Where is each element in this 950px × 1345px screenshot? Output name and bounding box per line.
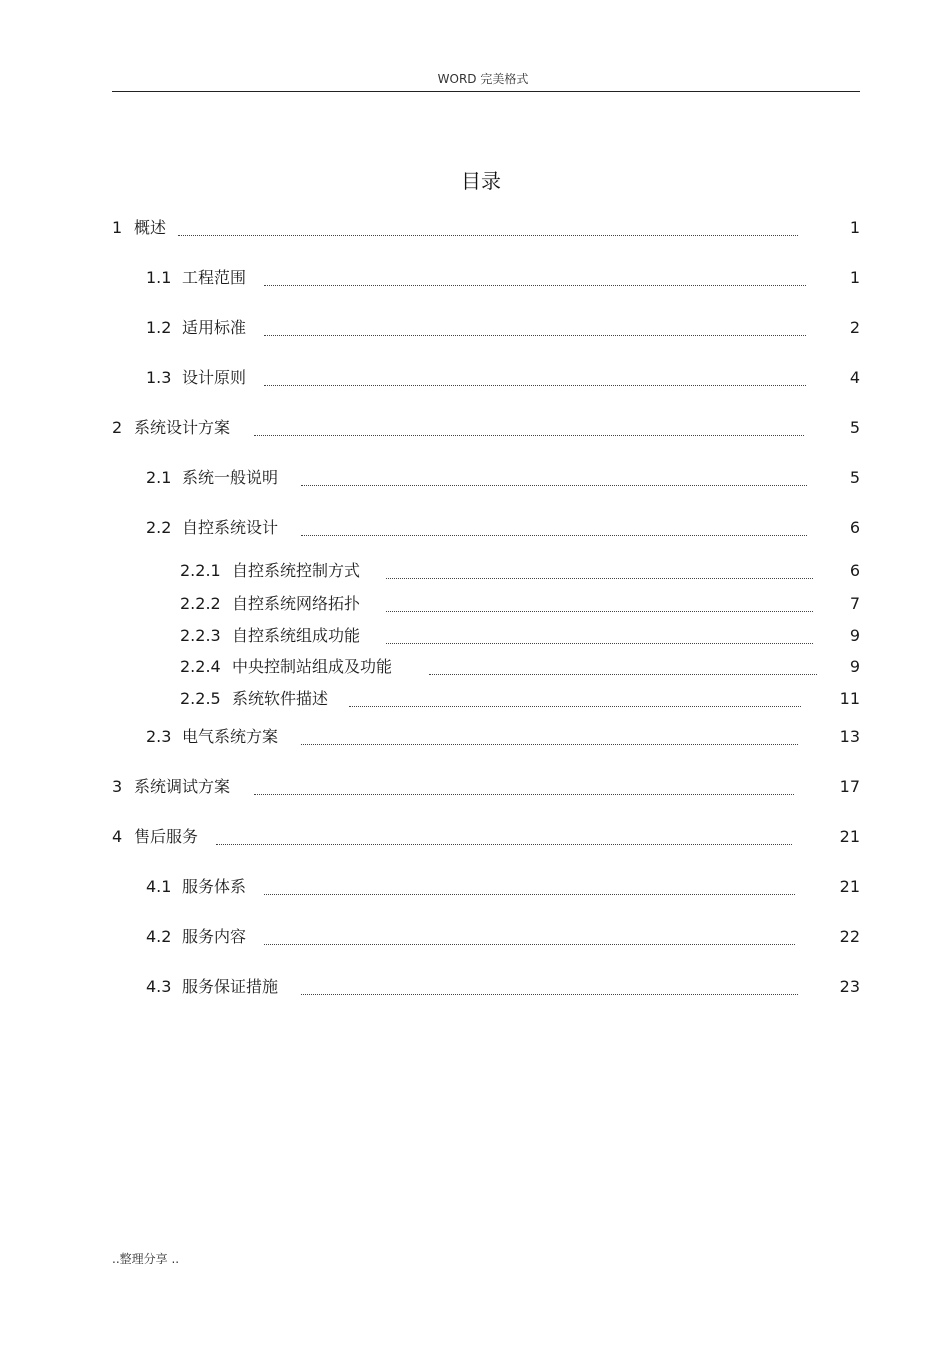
toc-entry-number: 2.2.5 (180, 689, 221, 708)
toc-entry-number: 4.2 (146, 927, 172, 946)
toc-entry-number: 1.2 (146, 318, 172, 337)
toc-entry-page: 4 (849, 368, 860, 387)
toc-leader-dots (264, 321, 806, 336)
toc-entry-label: 系统一般说明 (182, 468, 279, 487)
toc-leader-dots (386, 629, 813, 644)
toc-entry-page: 13 (839, 727, 860, 746)
toc-entry-page: 1 (849, 268, 860, 287)
toc-entry-label: 售后服务 (134, 827, 199, 846)
toc-entry-number: 4.1 (146, 877, 172, 896)
toc-entry-label: 概述 (134, 218, 167, 237)
toc-entry-number: 2.2.4 (180, 657, 221, 676)
toc-leader-dots (254, 421, 804, 436)
toc-entry-label: 自控系统组成功能 (232, 626, 361, 645)
toc-entry-number: 2.2.2 (180, 594, 221, 613)
toc-entry-page: 9 (849, 626, 860, 645)
toc-entry-number: 1 (112, 218, 123, 237)
toc-entry-page: 1 (849, 218, 860, 237)
toc-entry-label: 服务内容 (182, 927, 247, 946)
toc-leader-dots (301, 471, 807, 486)
toc-entry[interactable] (146, 267, 860, 289)
toc-leader-dots (386, 564, 813, 579)
toc-entry-number: 2.1 (146, 468, 172, 487)
toc-entry-page: 7 (849, 594, 860, 613)
toc-leader-dots (386, 597, 813, 612)
toc-entry[interactable] (180, 593, 860, 615)
toc-entry-page: 9 (849, 657, 860, 676)
toc-entry-page: 17 (839, 777, 860, 796)
toc-leader-dots (254, 780, 794, 795)
toc-entry[interactable] (112, 776, 860, 798)
toc-entry[interactable] (180, 560, 860, 582)
toc-entry-label: 电气系统方案 (182, 727, 279, 746)
toc-entry-page: 22 (839, 927, 860, 946)
page-header: WORD 完美格式 (437, 72, 529, 86)
toc-entry-page: 2 (849, 318, 860, 337)
toc-entry-number: 1.3 (146, 368, 172, 387)
toc-title: 目录 (461, 169, 501, 193)
toc-leader-dots (216, 830, 792, 845)
toc-entry-label: 设计原则 (182, 368, 247, 387)
toc-entry-number: 1.1 (146, 268, 172, 287)
toc-entry-label: 自控系统控制方式 (232, 561, 361, 580)
toc-leader-dots (264, 371, 806, 386)
toc-entry-page: 6 (849, 518, 860, 537)
toc-entry[interactable] (146, 926, 860, 948)
toc-entry-page: 5 (849, 418, 860, 437)
toc-entry[interactable] (146, 317, 860, 339)
toc-entry-page: 6 (849, 561, 860, 580)
header-divider (112, 91, 860, 92)
toc-entry-number: 3 (112, 777, 123, 796)
toc-entry-label: 工程范围 (182, 268, 247, 287)
toc-leader-dots (301, 521, 807, 536)
toc-leader-dots (264, 271, 806, 286)
toc-leader-dots (349, 692, 801, 707)
toc-entry-label: 中央控制站组成及功能 (232, 657, 393, 676)
toc-entry-number: 4.3 (146, 977, 172, 996)
toc-entry-label: 服务体系 (182, 877, 247, 896)
toc-entry-number: 2.2.1 (180, 561, 221, 580)
toc-entry-number: 2 (112, 418, 123, 437)
toc-entry-number: 4 (112, 827, 123, 846)
toc-entry-page: 23 (839, 977, 860, 996)
toc-entry-page: 21 (839, 877, 860, 896)
toc-entry[interactable] (146, 726, 860, 748)
toc-entry-label: 适用标准 (182, 318, 247, 337)
toc-entry[interactable] (146, 367, 860, 389)
toc-entry-number: 2.3 (146, 727, 172, 746)
toc-entry[interactable] (180, 688, 860, 710)
toc-entry[interactable] (146, 517, 860, 539)
toc-entry-label: 服务保证措施 (182, 977, 279, 996)
toc-entry-number: 2.2 (146, 518, 172, 537)
toc-entry-label: 系统软件描述 (232, 689, 329, 708)
toc-entry-label: 自控系统设计 (182, 518, 279, 537)
toc-leader-dots (264, 880, 795, 895)
toc-entry-number: 2.2.3 (180, 626, 221, 645)
toc-entry[interactable] (112, 217, 860, 239)
toc-entry-label: 自控系统网络拓扑 (232, 594, 361, 613)
toc-entry[interactable] (180, 656, 860, 678)
toc-entry-label: 系统调试方案 (134, 777, 231, 796)
toc-entry[interactable] (112, 826, 860, 848)
toc-leader-dots (178, 221, 798, 236)
toc-entry-page: 21 (839, 827, 860, 846)
toc-entry-page: 11 (839, 689, 860, 708)
toc-entry[interactable] (146, 467, 860, 489)
toc-leader-dots (301, 980, 798, 995)
toc-entry[interactable] (146, 876, 860, 898)
toc-leader-dots (301, 730, 798, 745)
toc-entry[interactable] (112, 417, 860, 439)
toc-entry[interactable] (180, 625, 860, 647)
toc-entry-label: 系统设计方案 (134, 418, 231, 437)
toc-leader-dots (264, 930, 795, 945)
page-footer: ..整理分享 .. (112, 1252, 180, 1266)
toc-leader-dots (429, 660, 817, 675)
toc-entry[interactable] (146, 976, 860, 998)
toc-entry-page: 5 (849, 468, 860, 487)
